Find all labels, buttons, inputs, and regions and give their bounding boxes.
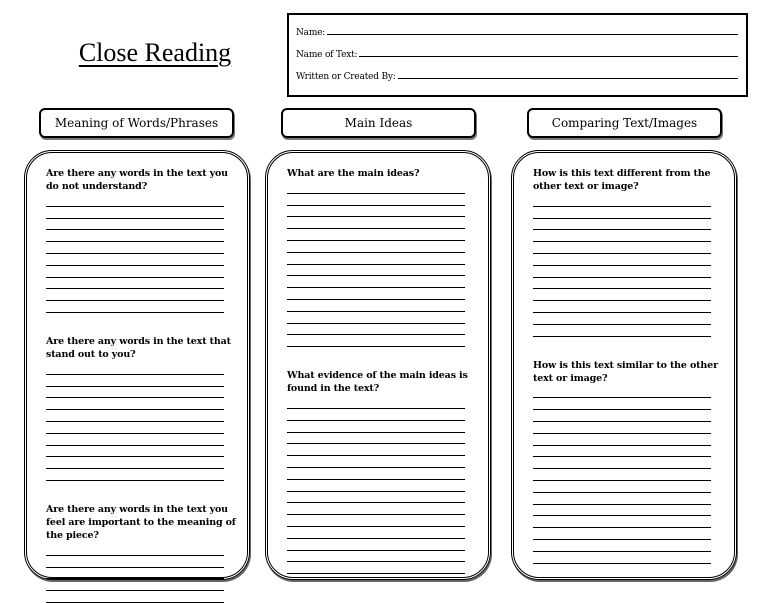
answer-line[interactable]	[533, 301, 711, 313]
answer-line[interactable]	[533, 422, 711, 434]
student-info-box	[287, 13, 748, 97]
answer-line[interactable]	[46, 556, 224, 568]
answer-line[interactable]	[287, 300, 465, 312]
author-field[interactable]	[398, 78, 738, 79]
answer-line[interactable]	[287, 335, 465, 347]
answer-lines[interactable]	[46, 544, 224, 603]
answer-line[interactable]	[287, 182, 465, 194]
answer-lines[interactable]	[46, 195, 224, 313]
question-section	[533, 167, 726, 337]
question-section	[46, 503, 239, 603]
question-section	[46, 167, 239, 313]
answer-line[interactable]	[287, 456, 465, 468]
answer-line[interactable]	[46, 457, 224, 469]
answer-line[interactable]	[533, 516, 711, 528]
answer-line[interactable]	[287, 480, 465, 492]
answer-line[interactable]	[287, 194, 465, 206]
answer-line[interactable]	[287, 206, 465, 218]
answer-line[interactable]	[287, 515, 465, 527]
answer-line[interactable]	[533, 242, 711, 254]
header-main-ideas: Main Ideas	[281, 108, 476, 138]
answer-line[interactable]	[533, 469, 711, 481]
answer-line[interactable]	[533, 505, 711, 517]
question-text: How is this text similar to the other text or image?	[533, 359, 718, 384]
answer-line[interactable]	[46, 579, 224, 591]
page-title: Close Reading	[78, 38, 232, 67]
answer-line[interactable]	[46, 568, 224, 580]
question-section	[287, 167, 480, 347]
header-comparing-text: Comparing Text/Images	[527, 108, 722, 138]
answer-line[interactable]	[46, 544, 224, 556]
answer-line[interactable]	[46, 591, 224, 603]
answer-lines[interactable]	[533, 387, 711, 564]
answer-line[interactable]	[46, 422, 224, 434]
answer-line[interactable]	[533, 266, 711, 278]
answer-line[interactable]	[287, 468, 465, 480]
answer-lines[interactable]	[287, 397, 465, 574]
question-text: How is this text different from the other text or image?	[533, 168, 711, 192]
name-row	[296, 16, 738, 38]
answer-line[interactable]	[533, 219, 711, 231]
answer-line[interactable]	[287, 409, 465, 421]
answer-line[interactable]	[46, 278, 224, 290]
answer-line[interactable]	[46, 434, 224, 446]
text-name-label: Name of Text:	[296, 50, 358, 60]
name-label: Name:	[296, 28, 326, 38]
question-text: Are there any words in the text you do not understand?	[46, 168, 228, 192]
text-name-field[interactable]	[359, 56, 738, 57]
answer-line[interactable]	[287, 397, 465, 409]
answer-line[interactable]	[46, 289, 224, 301]
answer-line[interactable]	[46, 254, 224, 266]
answer-line[interactable]	[287, 312, 465, 324]
text-name-row	[296, 38, 738, 60]
question-text: Are there any words in the text you feel are important to the meaning of the piece?	[46, 503, 236, 541]
answer-line[interactable]	[533, 410, 711, 422]
answer-line[interactable]	[287, 562, 465, 574]
question-section	[533, 359, 726, 564]
answer-line[interactable]	[533, 387, 711, 399]
answer-line[interactable]	[287, 503, 465, 515]
answer-line[interactable]	[287, 276, 465, 288]
answer-line[interactable]	[46, 387, 224, 399]
answer-line[interactable]	[533, 481, 711, 493]
answer-line[interactable]	[533, 446, 711, 458]
panel-main-ideas	[265, 150, 491, 580]
author-label: Written or Created By:	[296, 72, 396, 82]
answer-line[interactable]	[46, 207, 224, 219]
answer-line[interactable]	[46, 301, 224, 313]
answer-line[interactable]	[533, 434, 711, 446]
answer-line[interactable]	[287, 527, 465, 539]
panel-meaning-of-words	[24, 150, 250, 580]
answer-line[interactable]	[287, 229, 465, 241]
answer-line[interactable]	[287, 433, 465, 445]
answer-line[interactable]	[533, 207, 711, 219]
answer-line[interactable]	[533, 254, 711, 266]
answer-line[interactable]	[533, 457, 711, 469]
answer-line[interactable]	[46, 398, 224, 410]
answer-line[interactable]	[533, 398, 711, 410]
answer-line[interactable]	[287, 539, 465, 551]
answer-line[interactable]	[533, 278, 711, 290]
answer-line[interactable]	[287, 288, 465, 300]
answer-line[interactable]	[46, 446, 224, 458]
answer-line[interactable]	[287, 444, 465, 456]
answer-line[interactable]	[287, 217, 465, 229]
answer-line[interactable]	[46, 230, 224, 242]
question-section	[287, 369, 480, 574]
answer-line[interactable]	[533, 552, 711, 564]
answer-line[interactable]	[46, 410, 224, 422]
answer-line[interactable]	[287, 253, 465, 265]
answer-line[interactable]	[46, 266, 224, 278]
answer-line[interactable]	[533, 230, 711, 242]
answer-line[interactable]	[533, 528, 711, 540]
answer-line[interactable]	[287, 324, 465, 336]
answer-line[interactable]	[533, 540, 711, 552]
question-text: What are the main ideas?	[287, 168, 420, 179]
answer-line[interactable]	[533, 313, 711, 325]
answer-line[interactable]	[533, 195, 711, 207]
question-text: What evidence of the main ideas is found in the text?	[287, 370, 468, 395]
name-field[interactable]	[327, 34, 738, 35]
answer-line[interactable]	[46, 242, 224, 254]
author-row	[296, 60, 738, 82]
answer-line[interactable]	[533, 325, 711, 337]
answer-lines[interactable]	[287, 182, 465, 347]
answer-line[interactable]	[287, 265, 465, 277]
answer-line[interactable]	[533, 493, 711, 505]
answer-line[interactable]	[533, 289, 711, 301]
header-meaning-of-words: Meaning of Words/Phrases	[39, 108, 234, 138]
answer-line[interactable]	[287, 421, 465, 433]
panel-comparing-text	[511, 150, 737, 580]
answer-line[interactable]	[46, 375, 224, 387]
answer-line[interactable]	[46, 363, 224, 375]
answer-line[interactable]	[287, 551, 465, 563]
answer-line[interactable]	[46, 219, 224, 231]
answer-lines[interactable]	[533, 195, 711, 337]
answer-lines[interactable]	[46, 363, 224, 481]
question-section	[46, 335, 239, 481]
answer-line[interactable]	[287, 241, 465, 253]
answer-line[interactable]	[46, 195, 224, 207]
question-text: Are there any words in the text that stand out to you?	[46, 335, 231, 360]
answer-line[interactable]	[287, 492, 465, 504]
answer-line[interactable]	[46, 469, 224, 481]
